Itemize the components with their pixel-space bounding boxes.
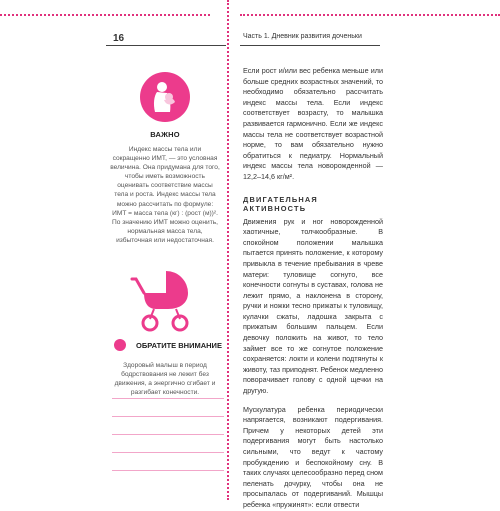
- note-line[interactable]: [112, 381, 224, 399]
- important-box: [106, 72, 224, 245]
- top-dotted-border-left: [0, 14, 210, 16]
- attention-text: Здоровый малыш в период бодрствования не лежит без движения, а энергично сгибает и разгибает конечности.: [114, 362, 216, 397]
- section-heading: ДВИГАТЕЛЬНАЯ АКТИВНОСТЬ: [243, 194, 318, 213]
- stroller-icon: [106, 263, 224, 333]
- running-head: Часть 1. Дневник развития доченьки: [243, 33, 362, 40]
- important-text: Индекс массы тела или сокращенно ИМТ, — это условная величина. Она придумана для того, чтобы иметь возможность оценивать соответствие массы тела и роста. Индекс массы тела можно рассчитать по формуле: ИМТ = масса тела (кг) : (рост (м))². По значению ИМТ можно оценить, нормальная масса тела, избыточная или недостаточная.: [110, 146, 220, 244]
- gutter-dotted-line: [227, 0, 229, 500]
- note-line[interactable]: [112, 417, 224, 435]
- header-rule-left: [106, 45, 226, 46]
- note-line[interactable]: [112, 435, 224, 453]
- paragraph-motor-activity: Движения рук и ног новорожденной хаотичные, толчкообразные. В спокойном положении малышка пытается принять положение, к которому привыкла в течение пребывания в чреве матери: туловище согнуто, все конечности согнуты в суставах, голова не лежит прямо, а наклонена в сторону, ручки и ножки тесно прижаты к туловищу, кулачки сжаты, ладошка закрыта с прижатым большим пальцем. Если девочку положить на живот, то тело займет все то же согнутое положение сохраняется: локти и колени подтянуты к животу, таз приподнят. Ребенок медленно поворачивает голову с одной щечки на другую.: [243, 216, 383, 396]
- header-rule-right: [240, 45, 380, 46]
- top-dotted-border-right: [240, 14, 500, 16]
- mother-and-baby-icon: [140, 72, 190, 122]
- paragraph-bmi: Если рост и/или вес ребенка меньше или больше средних возрастных значений, то необходимо обязательно рассчитать индекс массы тела. Если индекс соответствует возрасту, то малышка развивается гармонично. Если же индекс массы тела не соответствует возрастной норме, то вам обязательно нужно обратиться к педиатру. Нормальный индекс массы тела новорожденной — 12,2–14,6 кг/м².: [243, 66, 383, 181]
- attention-title: ОБРАТИТЕ ВНИМАНИЕ: [136, 341, 222, 351]
- main-text-column: [243, 66, 383, 511]
- note-lines: [112, 381, 224, 471]
- note-line[interactable]: [112, 453, 224, 471]
- attention-heading-row: [106, 339, 224, 353]
- note-line[interactable]: [112, 399, 224, 417]
- paragraph-muscles: Мускулатура ребенка периодически напрягается, возникают подергивания. Причем у некоторых детей эти подергивания могут быть настолько сильными, что ведут к частому пробуждению и беспокойному сну. В таких случаях целесообразно перед сном пеленать дочурку, чтобы она не просыпалась от подергиваний. Мышцы ребенка «пружинят»: если отвести: [243, 404, 383, 509]
- bullet-circle-icon: [114, 339, 126, 351]
- page-number: 16: [113, 33, 125, 44]
- sidebar: [106, 60, 224, 397]
- important-title: ВАЖНО: [150, 130, 180, 139]
